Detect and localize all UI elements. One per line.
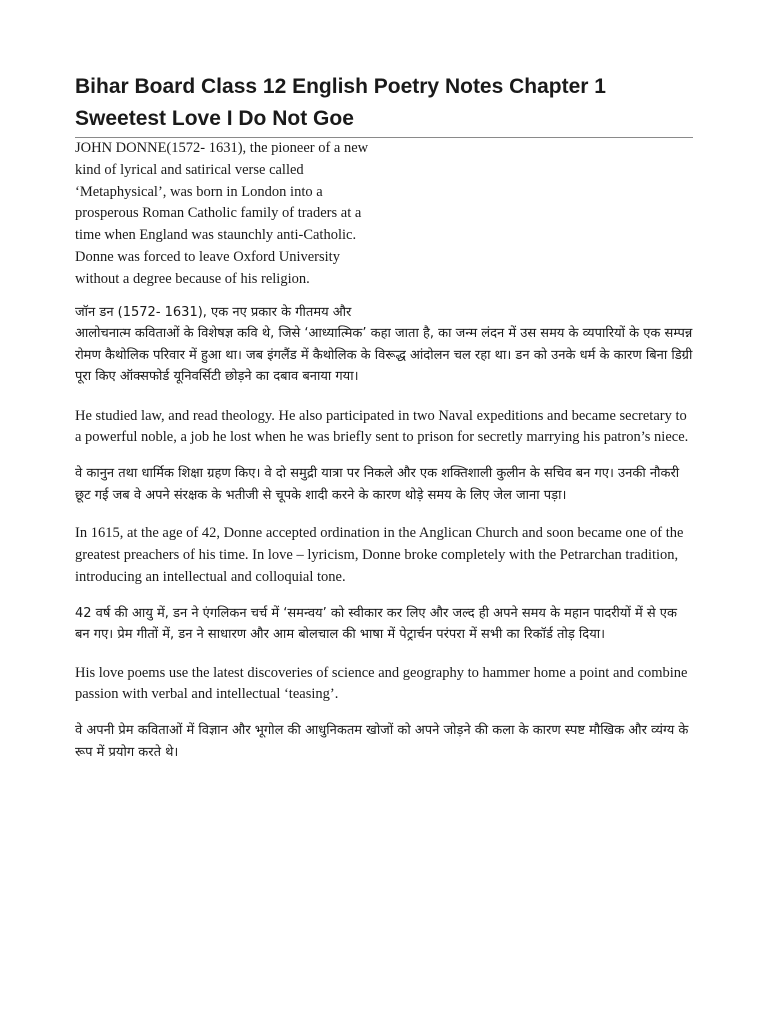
title-line-2: Sweetest Love I Do Not Goe [75, 107, 354, 130]
hindi-paragraph-1-first-line: जॉन डन (1572- 1631), एक नए प्रकार के गीतमय और [75, 304, 352, 320]
title-line-1: Bihar Board Class 12 English Poetry Notes Chapter 1 [75, 75, 606, 98]
intro-paragraph: JOHN DONNE(1572- 1631), the pioneer of a new kind of lyrical and satirical verse called ‘Metaphysical’, was born in London into a prosperous Roman Catholic family of traders at a time when England was staunchly anti-Catholic. Donne was forced to leave Oxford University without a degree because of his religion. [75, 140, 369, 287]
hindi-paragraph-1 [75, 302, 693, 388]
document-title [75, 71, 693, 138]
english-paragraph-4: His love poems use the latest discoveries of science and geography to hammer home a point and combine passion with verbal and intellectual ‘teasing’. [75, 664, 688, 703]
hindi-paragraph-4: वे अपनी प्रेम कविताओं में विज्ञान और भूगोल की आधुनिकतम खोजों को अपने जोड़ने की कला के कारण स्पष्ट मौखिक और व्यंग्य के रूप में प्रयोग करते थे। [75, 723, 689, 760]
english-paragraph-2: He studied law, and read theology. He also participated in two Naval expeditions and became secretary to a powerful noble, a job he lost when he was briefly sent to prison for secretly marrying his patron’s niece. [75, 407, 689, 446]
hindi-paragraph-3: 42 वर्ष की आयु में, डन ने एंगलिकन चर्च में ‘समन्वय’ को स्वीकार कर लिए और जल्द ही अपने समय के महान पादरीयों में से एक बन गए। प्रेम गीतों में, डन ने साधारण और आम बोलचाल की भाषा में पेट्रार्चन परंपरा में सभी का रिकॉर्ड तोड़ दिया। [75, 605, 677, 643]
english-paragraph-3: In 1615, at the age of 42, Donne accepted ordination in the Anglican Church and soon became one of the greatest preachers of his time. In love – lyricism, Donne broke completely with the Petrarchan tradition, introducing an intellectual and colloquial tone. [75, 525, 684, 585]
hindi-paragraph-2: वे कानुन तथा धार्मिक शिक्षा ग्रहण किए। वे दो समुद्री यात्रा पर निकले और एक शक्तिशाली कुलीन के सचिव बन गए। उनकी नौकरी छूट गई जब वे अपने संरक्षक के भतीजी से चूपके शादी करने के कारण थोड़े समय के लिए जेल जाना पड़ा। [75, 466, 680, 503]
document-page [75, 0, 693, 763]
hindi-paragraph-1-body: आलोचनात्म कविताओं के विशेषज्ञ कवि थे, जिसे ‘आध्यात्मिक’ कहा जाता है, का जन्म लंदन में उस समय के व्यपारियों के एक सम्पन्न रोमण कैथोलिक परिवार में हुआ था। जब इंगलैंड में कैथोलिक के विरूद्ध आंदोलन चल रहा था। डन को उनके धर्म के कारण बिना डिग्री पूरा किए ऑक्सफोर्ड यूनिवर्सिटी छोड़ने का दबाव बनाया गया। [75, 326, 693, 385]
